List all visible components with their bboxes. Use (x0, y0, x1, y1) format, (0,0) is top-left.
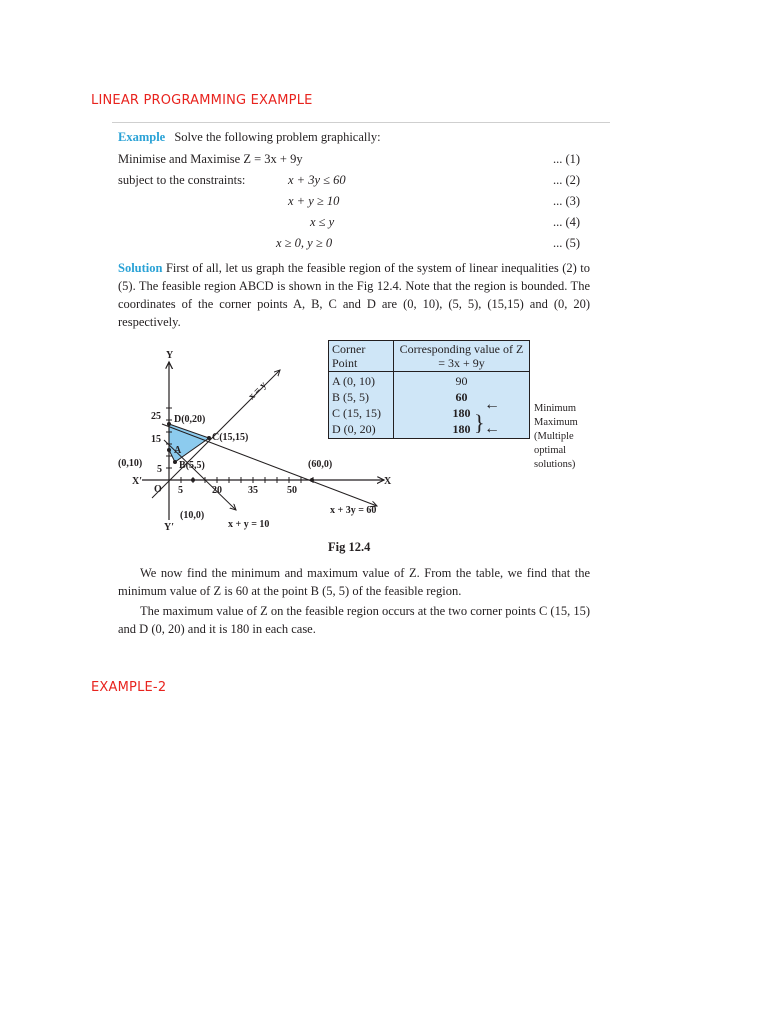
eq-number-3: ... (3) (553, 194, 581, 208)
eq-number-4: ... (4) (553, 215, 581, 229)
table-header-point: Corner Point (329, 341, 394, 372)
example-text: Solve the following problem graphically: (174, 130, 381, 144)
objective: Minimise and Maximise Z = 3x + 9y (118, 152, 303, 166)
constraints-label: subject to the constraints: (118, 173, 246, 187)
point-0-10-label: (0,10) (118, 458, 143, 469)
table-row-point: B (5, 5) (332, 390, 369, 404)
value-column (394, 372, 530, 439)
tick-15-label: 15 (151, 434, 161, 445)
axis-x2-label: X′ (132, 476, 143, 487)
point-60-0-label: (60,0) (308, 459, 333, 470)
table-row-point: A (0, 10) (332, 374, 375, 388)
table-header-row (329, 341, 530, 372)
example-line (118, 130, 381, 145)
axis-y2-label: Y′ (164, 522, 175, 533)
eq-number-1: ... (1) (553, 152, 581, 166)
table-header-value: Corresponding value of Z = 3x + 9y (394, 341, 530, 372)
conclusion-paragraph-1: We now find the minimum and maximum value of Z. From the table, we find that the minimum value of Z is 60 at the point B (5, 5) of the feasible region. (118, 566, 590, 598)
textbook-excerpt (112, 120, 612, 640)
constraint-2: x + y ≥ 10 (288, 194, 340, 208)
constraint-4: x ≥ 0, y ≥ 0 (276, 236, 333, 250)
table-row-value: 60 (455, 390, 468, 404)
point-column (329, 372, 394, 439)
table-row-point: D (0, 20) (332, 422, 376, 436)
table-row-value: 180 (452, 406, 471, 420)
constraint-1: x + 3y ≤ 60 (288, 173, 346, 187)
point-A-label: A (174, 445, 182, 456)
solution-text: First of all, let us graph the feasible region of the system of linear inequalities (2) to (5). The feasible region ABCD is shown in the Fig 12.4. Note that the region is bounded. The coordinates of the corner points A, B, C and D are (0, 10), (5, 5), (15,15) and (0, 20) respectively. (118, 261, 590, 329)
figure-caption: Fig 12.4 (328, 540, 371, 554)
table-row-point: C (15, 15) (332, 406, 381, 420)
point-C-label: C(15,15) (212, 432, 249, 443)
axis-y-label: Y (166, 350, 174, 361)
brace: } (474, 410, 485, 435)
axis-x-label: X (384, 476, 392, 487)
conclusion-paragraph-2: The maximum value of Z on the feasible region occurs at the two corner points C (15, 15) and D (0, 20) and it is 180 in each case. (118, 604, 590, 636)
tick-5y-label: 5 (157, 464, 162, 475)
solution-paragraph (118, 259, 590, 331)
point-10-0-label: (10,0) (180, 510, 205, 521)
tick-20-label: 20 (212, 485, 222, 496)
feasible-region (169, 424, 209, 462)
origin-label: O (154, 484, 162, 495)
constraint-3: x ≤ y (310, 215, 335, 229)
table-row-value: 180 (452, 422, 471, 436)
arrow-minimum: ← (484, 396, 500, 413)
page-title: LINEAR PROGRAMMING EXAMPLE (91, 93, 313, 108)
example-label: Example (118, 130, 166, 144)
tick-25-label: 25 (151, 411, 161, 422)
tick-35-label: 35 (248, 485, 258, 496)
solution-label: Solution (118, 261, 163, 275)
side-note-minimum: Minimum (534, 403, 577, 414)
line-c2-label: x + y = 10 (228, 519, 270, 530)
arrow-maximum: ← (484, 420, 500, 437)
tick-5x-label: 5 (178, 485, 183, 496)
eq-number-5: ... (5) (553, 236, 581, 250)
point-B-label: B(5,5) (179, 460, 205, 471)
table-row-value: 90 (455, 374, 468, 388)
eq-number-2: ... (2) (553, 173, 581, 187)
tick-50-label: 50 (287, 485, 297, 496)
side-note (534, 402, 600, 472)
line-x-equals-y-label: x = y (246, 379, 269, 403)
line-c1-label: x + 3y = 60 (330, 505, 377, 516)
top-divider (112, 122, 610, 123)
example-2-heading: EXAMPLE-2 (91, 680, 167, 695)
side-note-maximum: Maximum (Multiple optimal solutions) (534, 417, 578, 470)
point-D-label: D(0,20) (174, 414, 206, 425)
